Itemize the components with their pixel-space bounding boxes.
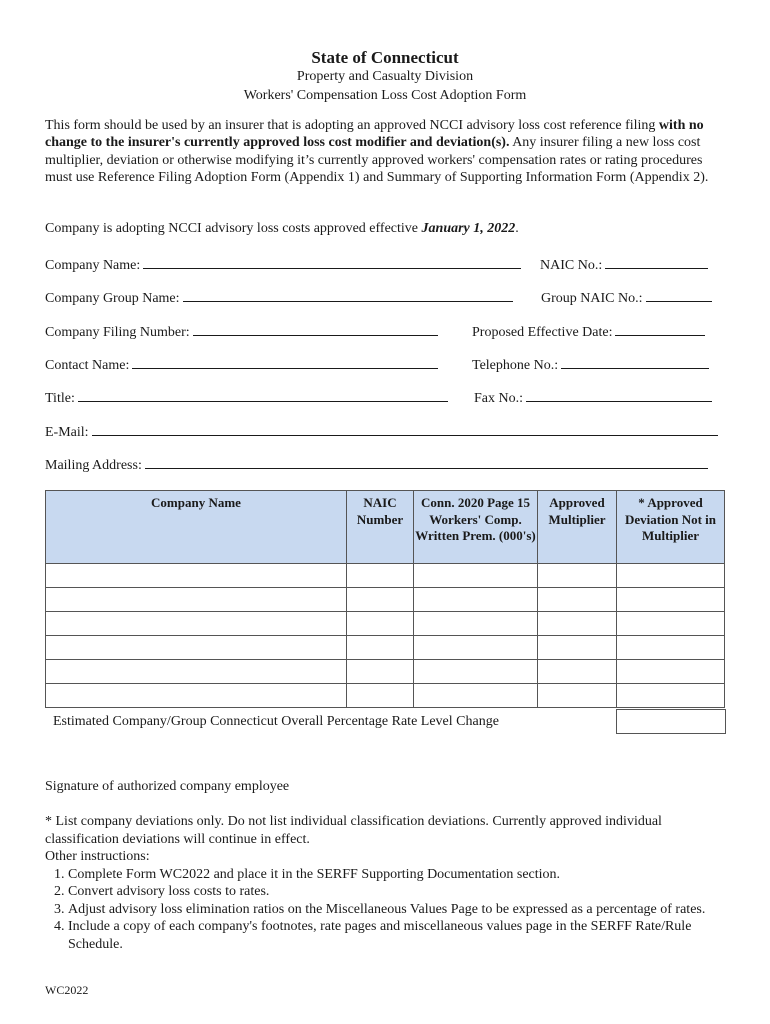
table-cell[interactable]	[414, 636, 538, 660]
table-cell[interactable]	[347, 612, 414, 636]
instructions-list	[45, 866, 730, 954]
table-cell[interactable]	[414, 660, 538, 684]
table-cell[interactable]	[347, 588, 414, 612]
company-group-name-input[interactable]	[183, 288, 513, 302]
contact-name-label: Contact Name:	[45, 358, 130, 373]
table-row	[46, 564, 725, 588]
form-code: WC2022	[45, 983, 89, 997]
company-filing-number-field	[45, 322, 438, 341]
table-cell[interactable]	[46, 564, 347, 588]
estimate-input[interactable]	[616, 709, 726, 734]
header-approved-deviation: * Approved Deviation Not in Multiplier	[617, 491, 725, 564]
division-name: Property and Casualty Division	[296, 69, 474, 84]
naic-no-field	[540, 255, 708, 274]
email-field	[45, 422, 718, 441]
form-name: Workers' Compensation Loss Cost Adoption Form	[243, 88, 527, 103]
adoption-statement	[45, 221, 519, 237]
naic-no-input[interactable]	[605, 255, 708, 269]
table-cell[interactable]	[414, 612, 538, 636]
table-cell[interactable]	[538, 588, 617, 612]
table-cell[interactable]	[414, 564, 538, 588]
table-row	[46, 588, 725, 612]
adoption-text: Company is adopting NCCI advisory loss costs approved effective	[45, 221, 422, 236]
telephone-no-field	[472, 355, 709, 374]
table-row	[46, 612, 725, 636]
fax-no-field	[474, 388, 712, 407]
mailing-address-input[interactable]	[145, 455, 708, 469]
table-cell[interactable]	[347, 636, 414, 660]
table-cell[interactable]	[347, 564, 414, 588]
header-written-premium: Conn. 2020 Page 15 Workers' Comp. Written Prem. (000's)	[414, 491, 538, 564]
naic-no-label: NAIC No.:	[540, 258, 603, 273]
table-row	[46, 684, 725, 708]
table-cell[interactable]	[46, 588, 347, 612]
instruction-item: 3. Adjust advisory loss elimination ratios on the Miscellaneous Values Page to be expressed as a percentage of rates.	[68, 901, 730, 919]
other-instructions-heading: Other instructions:	[45, 849, 150, 864]
company-name-input[interactable]	[143, 255, 521, 269]
header-company-name: Company Name	[46, 491, 347, 564]
signature-label: Signature of authorized company employee	[45, 779, 290, 794]
title-input[interactable]	[78, 388, 448, 402]
group-naic-no-field	[541, 288, 712, 307]
table-cell[interactable]	[347, 660, 414, 684]
fax-no-input[interactable]	[526, 388, 712, 402]
table-cell[interactable]	[538, 684, 617, 708]
table-cell[interactable]	[538, 564, 617, 588]
title-label: Title:	[45, 391, 75, 406]
table-cell[interactable]	[617, 636, 725, 660]
intro-text-1: This form should be used by an insurer that is adopting an approved NCCI advisory loss cost reference filing	[45, 118, 659, 133]
table-cell[interactable]	[414, 684, 538, 708]
table-cell[interactable]	[617, 564, 725, 588]
instruction-item: 1. Complete Form WC2022 and place it in the SERFF Supporting Documentation section.	[68, 866, 730, 884]
table-row	[46, 660, 725, 684]
company-filing-number-label: Company Filing Number:	[45, 325, 190, 340]
table-row	[46, 636, 725, 660]
intro-paragraph	[45, 117, 725, 186]
intro-bold-text: with no change to the insurer's currently approved loss cost modifier and deviation(s).	[45, 118, 704, 151]
table-cell[interactable]	[538, 660, 617, 684]
company-filing-number-input[interactable]	[193, 322, 438, 336]
table-cell[interactable]	[617, 588, 725, 612]
header-approved-multiplier: Approved Multiplier	[538, 491, 617, 564]
table-cell[interactable]	[46, 660, 347, 684]
telephone-no-label: Telephone No.:	[472, 358, 559, 373]
company-group-name-field	[45, 288, 513, 307]
table-cell[interactable]	[46, 612, 347, 636]
table-cell[interactable]	[46, 636, 347, 660]
company-name-label: Company Name:	[45, 258, 141, 273]
table-cell[interactable]	[538, 636, 617, 660]
deviation-footnote: * List company deviations only. Do not list individual classification deviations. Currently approved individual classification deviations will continue in effect.	[45, 814, 662, 847]
table-cell[interactable]	[46, 684, 347, 708]
company-name-field	[45, 255, 521, 274]
email-label: E-Mail:	[45, 425, 89, 440]
table-cell[interactable]	[414, 588, 538, 612]
table-cell[interactable]	[617, 612, 725, 636]
estimate-label: Estimated Company/Group Connecticut Overall Percentage Rate Level Change	[53, 714, 499, 729]
table-header-row	[46, 491, 725, 564]
adoption-date: January 1, 2022	[421, 221, 516, 236]
contact-name-input[interactable]	[132, 355, 438, 369]
intro-text-2: Any insurer filing a new loss cost multiplier, deviation or otherwise modifying it’s currently approved workers' compensation rates or rating procedures must use Reference Filing Adoption Form (Appendix 1) and Summary of Supporting Information Form (Appendix 2).	[45, 135, 709, 185]
company-table	[45, 490, 725, 708]
proposed-effective-date-field	[472, 322, 705, 341]
form-title: State of Connecticut	[311, 48, 459, 67]
table-cell[interactable]	[617, 684, 725, 708]
mailing-address-field	[45, 455, 708, 474]
header-naic-number: NAIC Number	[347, 491, 414, 564]
contact-name-field	[45, 355, 438, 374]
proposed-effective-date-label: Proposed Effective Date:	[472, 325, 613, 340]
email-input[interactable]	[92, 422, 718, 436]
table-cell[interactable]	[617, 660, 725, 684]
table-cell[interactable]	[538, 612, 617, 636]
fax-no-label: Fax No.:	[474, 391, 523, 406]
title-field	[45, 388, 448, 407]
notes-section	[45, 813, 730, 953]
proposed-effective-date-input[interactable]	[615, 322, 705, 336]
instruction-item: 2. Convert advisory loss costs to rates.	[68, 883, 730, 901]
mailing-address-label: Mailing Address:	[45, 458, 142, 473]
group-naic-no-label: Group NAIC No.:	[541, 291, 643, 306]
table-cell[interactable]	[347, 684, 414, 708]
company-group-name-label: Company Group Name:	[45, 291, 180, 306]
telephone-no-input[interactable]	[561, 355, 709, 369]
adoption-end: .	[515, 221, 519, 236]
group-naic-no-input[interactable]	[646, 288, 712, 302]
instruction-item: 4. Include a copy of each company's footnotes, rate pages and miscellaneous values page in the SERFF Rate/Rule Schedule.	[68, 918, 730, 953]
